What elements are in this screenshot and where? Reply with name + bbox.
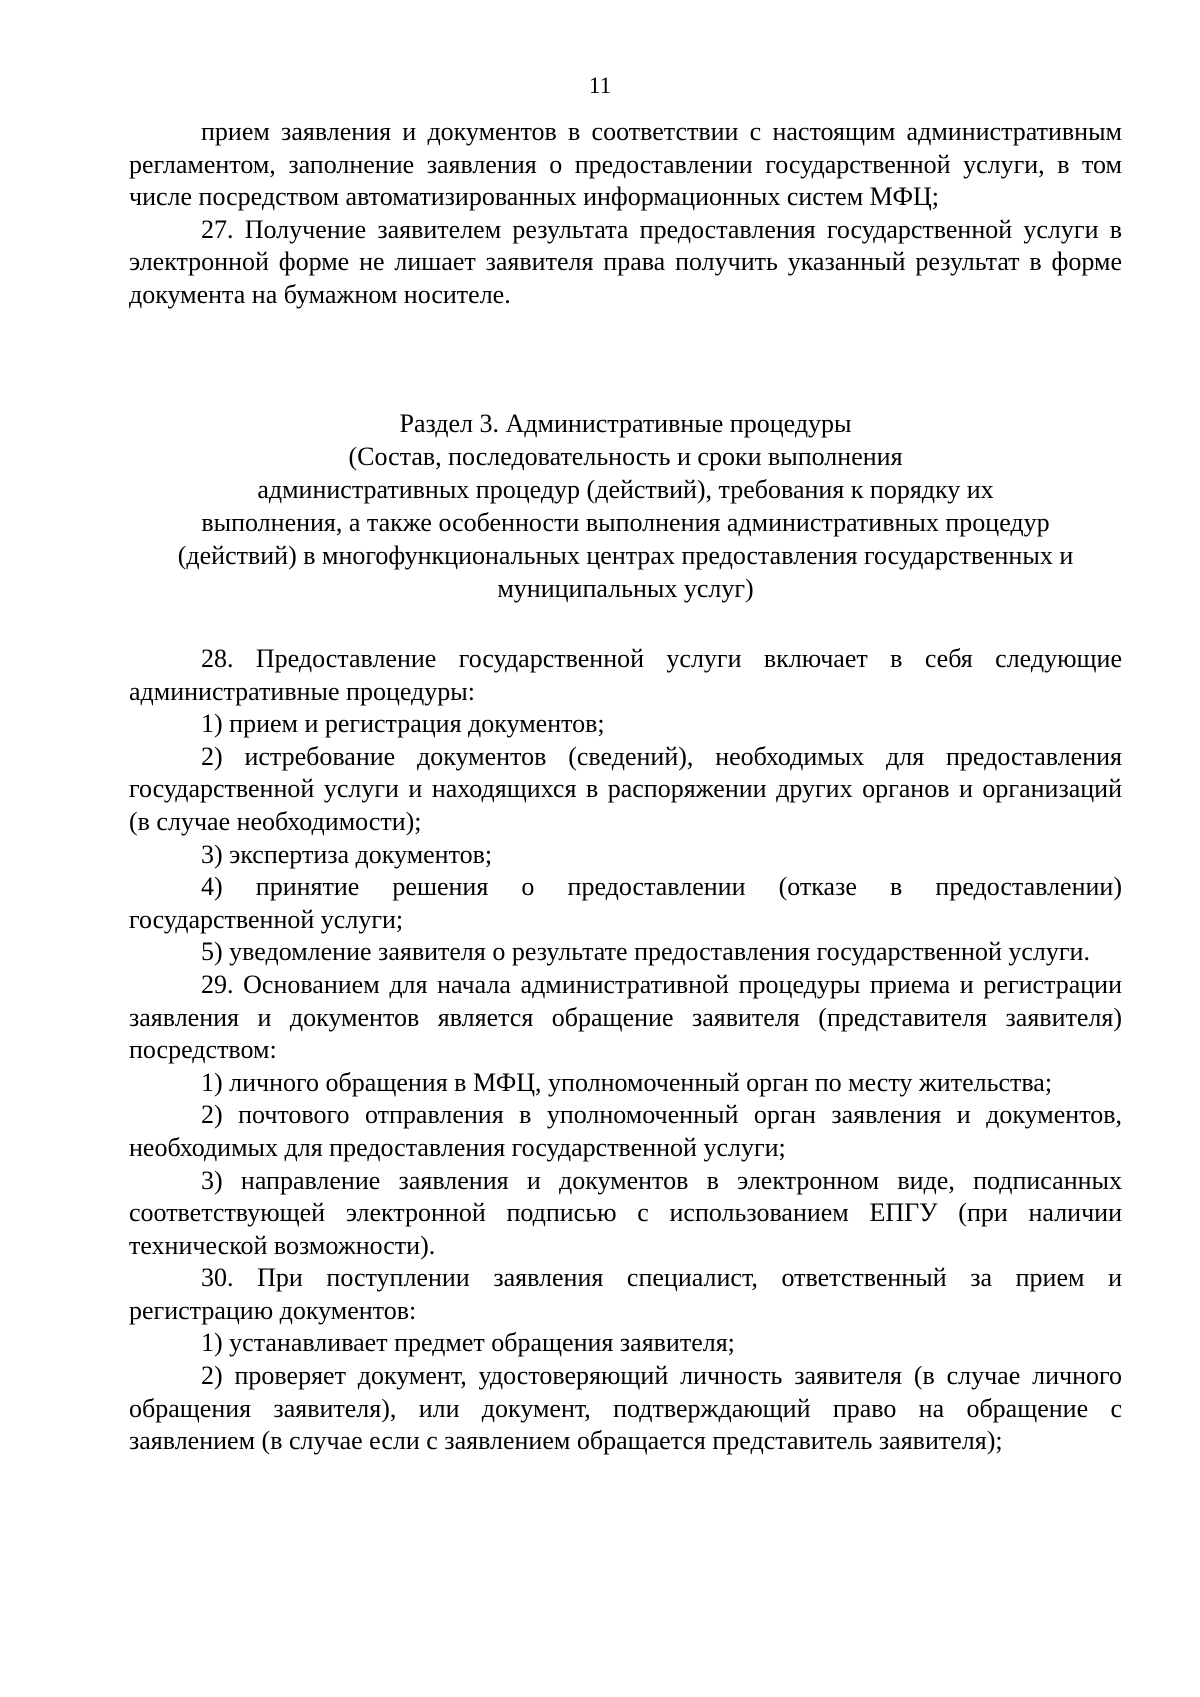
list-item: 5) уведомление заявителя о результате предоставления государственной услуги. bbox=[201, 937, 1090, 967]
heading-line: Раздел 3. Административные процедуры bbox=[399, 409, 852, 438]
section-heading bbox=[129, 407, 1122, 605]
list-item: 2) истребование документов (сведений), необходимых для предоставления государственной услуги и находящихся в распоряжении других органов и организаций (в случае необходимости); bbox=[129, 741, 1122, 836]
heading-line: административных процедур (действий), требования к порядку их bbox=[257, 475, 994, 504]
paragraph-27: 27. Получение заявителем результата предоставления государственной услуги в электронной форме не лишает заявителя права получить указанный результат в форме документа на бумажном носителе. bbox=[129, 214, 1122, 309]
list-item: 1) прием и регистрация документов; bbox=[201, 709, 605, 739]
paragraph-29: 29. Основанием для начала административной процедуры приема и регистрации заявления и документов является обращение заявителя (представителя заявителя) посредством: bbox=[129, 969, 1122, 1065]
heading-line: муниципальных услуг) bbox=[497, 574, 754, 603]
paragraph-30: 30. При поступлении заявления специалист, ответственный за прием и регистрацию документов: bbox=[129, 1263, 1122, 1325]
list-item: 2) почтового отправления в уполномоченный орган заявления и документов, необходимых для предоставления государственной услуги; bbox=[129, 1100, 1122, 1162]
heading-line: (действий) в многофункциональных центрах предоставления государственных и bbox=[177, 541, 1074, 570]
section-body bbox=[129, 643, 1122, 1458]
heading-line: (Состав, последовательность и сроки выполнения bbox=[348, 442, 903, 471]
list-item: 1) личного обращения в МФЦ, уполномоченный орган по месту жительства; bbox=[201, 1067, 1053, 1097]
section-intro bbox=[129, 116, 1122, 312]
list-item: 4) принятие решения о предоставлении (отказе в предоставлении) государственной услуги; bbox=[129, 872, 1122, 934]
page-number: 11 bbox=[588, 73, 612, 98]
list-item: 1) устанавливает предмет обращения заявителя; bbox=[201, 1328, 735, 1358]
paragraph-continuation: прием заявления и документов в соответствии с настоящим административным регламентом, заполнение заявления о предоставлении государственной услуги, в том числе посредством автоматизированных информационных систем МФЦ; bbox=[129, 117, 1122, 212]
list-item: 3) экспертиза документов; bbox=[201, 839, 493, 869]
list-item: 3) направление заявления и документов в электронном виде, подписанных соответствующей электронной подписью с использованием ЕПГУ (при наличии технической возможности). bbox=[129, 1165, 1122, 1260]
list-item: 2) проверяет документ, удостоверяющий личность заявителя (в случае личного обращения заявителя), или документ, подтверждающий право на обращение с заявлением (в случае если с заявлением обращается представитель заявителя); bbox=[129, 1361, 1122, 1456]
heading-line: выполнения, а также особенности выполнения административных процедур bbox=[201, 508, 1050, 537]
paragraph-28: 28. Предоставление государственной услуги включает в себя следующие административные процедуры: bbox=[129, 644, 1122, 706]
